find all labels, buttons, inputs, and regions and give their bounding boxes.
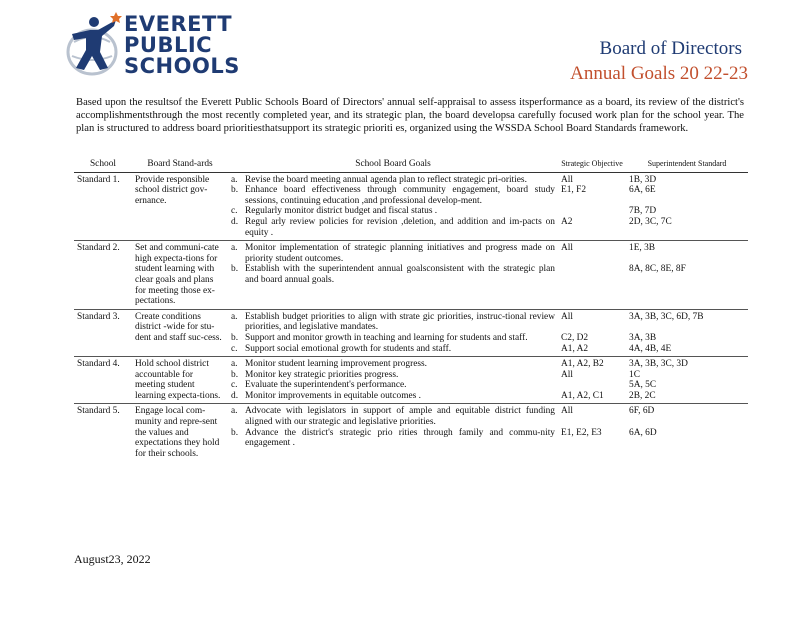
goal-item xyxy=(231,428,555,449)
standard-number: Standard 5. xyxy=(74,404,132,461)
superintendent-cell xyxy=(626,357,748,404)
standard-description: Create conditions district -wide for stu-dent and staff suc-cess. xyxy=(132,309,228,356)
intro-paragraph: Based upon the resultsof the Everett Public Schools Board of Directors' annual self-appraisal to assess itsperformance as a board, its review of the district's accomplishmentsthrough the most recently completed year, and its strategic plan, the board developsa carefully focused work plan for the school year. The plan is structured to address board prioritiesthatsupport its strategic prioriti es, organized using the WSSDA School Board Standards framework. xyxy=(76,97,744,134)
goal-item xyxy=(231,370,555,381)
strategic-objective-value: A1, A2 xyxy=(561,343,589,354)
objective-cell xyxy=(558,172,626,241)
goal-letter: a. xyxy=(231,174,238,185)
goal-text: Support and monitor growth in teaching and learning for students and staff. xyxy=(245,332,528,343)
goal-text: Monitor student learning improvement progress. xyxy=(245,359,427,370)
goal-letter: b. xyxy=(231,332,239,343)
superintendent-standard-value: 3A, 3B, 3C, 6D, 7B xyxy=(629,311,704,322)
goal-letter: c. xyxy=(231,343,238,354)
strategic-objective-value: A1, A2, C1 xyxy=(561,390,604,401)
logo-line-3: SCHOOLS xyxy=(124,54,240,78)
standard-description: Provide responsible school district gov-ernance. xyxy=(135,174,210,206)
standard-number: Standard 3. xyxy=(74,309,132,356)
superintendent-standard-value: 2D, 3C, 7C xyxy=(629,216,672,227)
logo-line-2: PUBLIC xyxy=(124,33,213,57)
strategic-objective-value: All xyxy=(561,243,573,254)
goal-item xyxy=(231,206,555,217)
goal-item xyxy=(231,264,555,285)
table-row xyxy=(74,309,748,356)
strategic-objective-value: A2 xyxy=(561,216,573,227)
goal-text: Monitor key strategic priorities progress. xyxy=(245,369,399,380)
standard-number: Standard 2. xyxy=(74,241,132,310)
superintendent-standard-value: 2B, 2C xyxy=(629,390,656,401)
strategic-objective-value: All xyxy=(561,174,573,185)
header-school: School xyxy=(74,157,132,172)
goal-letter: d. xyxy=(231,390,239,401)
goal-letter: b. xyxy=(231,427,239,438)
goal-item xyxy=(231,406,555,427)
strategic-objective-value: All xyxy=(561,311,573,322)
document-date: August23, 2022 xyxy=(74,552,151,566)
superintendent-cell xyxy=(626,309,748,356)
goal-letter: a. xyxy=(231,406,238,417)
standard-description: Engage local com-munity and repre-sent the values and expectations they hold for their schools. xyxy=(132,404,228,461)
goal-item xyxy=(231,312,555,333)
superintendent-standard-value: 1E, 3B xyxy=(629,243,656,254)
superintendent-standard-value: 7B, 7D xyxy=(629,206,657,217)
strategic-objective-value: C2, D2 xyxy=(561,332,589,343)
table-row xyxy=(74,241,748,310)
superintendent-standard-value: 1B, 3D xyxy=(629,174,657,185)
goal-text: Establish budget priorities to align with strate gic priorities, instruc-tional review priorities, and legislative mandates. xyxy=(245,311,555,333)
objective-cell xyxy=(558,404,626,461)
strategic-objective-value xyxy=(561,380,623,391)
header-strategic-objective: Strategic Objective xyxy=(558,157,626,172)
logo-text xyxy=(124,14,240,77)
goal-letter: a. xyxy=(231,359,238,370)
goal-letter: b. xyxy=(231,369,239,380)
standard-description: Hold school district accountable for meeting student learning expecta-tions. xyxy=(132,357,228,404)
header-superintendent-standard: Superintendent Standard xyxy=(626,157,748,172)
strategic-objective-value xyxy=(561,264,623,285)
header-school-board-goals: School Board Goals xyxy=(228,157,558,172)
header-board-standards: Board Stand-ards xyxy=(132,157,228,172)
goal-item xyxy=(231,217,555,238)
goal-text: Evaluate the superintendent's performance. xyxy=(245,380,407,391)
goal-text: Revise the board meeting annual agenda plan to reflect strategic pri-orities. xyxy=(245,174,527,185)
superintendent-standard-value: 1C xyxy=(629,369,640,380)
superintendent-standard-value: 6A, 6E xyxy=(629,185,656,196)
goal-text: Enhance board effectiveness through community engagement, board study sessions, continuing education ,and professional develop-ment. xyxy=(245,185,555,206)
goals-table xyxy=(74,157,748,461)
objective-cell xyxy=(558,241,626,310)
superintendent-cell xyxy=(626,241,748,310)
goal-letter: d. xyxy=(231,216,239,227)
table-row xyxy=(74,404,748,461)
superintendent-standard-value: 3A, 3B xyxy=(629,332,657,343)
logo-line-1: EVERETT xyxy=(124,12,233,36)
goal-item xyxy=(231,333,555,344)
goal-letter: b. xyxy=(231,264,239,275)
objective-cell xyxy=(558,357,626,404)
superintendent-cell xyxy=(626,172,748,241)
goal-letter: c. xyxy=(231,380,238,391)
superintendent-standard-value: 6A, 6D xyxy=(629,427,657,438)
goals-cell xyxy=(228,172,558,241)
goal-letter: a. xyxy=(231,311,238,322)
goal-item xyxy=(231,380,555,391)
goal-letter: b. xyxy=(231,185,239,196)
strategic-objective-value: All xyxy=(561,406,573,417)
goal-item xyxy=(231,391,555,402)
goal-text: Regul arly review policies for revision ,deletion, and addition and im-pacts on equity . xyxy=(245,216,555,238)
standard-number: Standard 4. xyxy=(74,357,132,404)
annual-goals-title: Annual Goals 20 22-23 xyxy=(570,63,748,84)
superintendent-standard-value: 8A, 8C, 8E, 8F xyxy=(629,264,686,275)
goal-text: Advance the district's strategic prio rities through family and commu-nity engagement . xyxy=(245,427,555,449)
strategic-objective-value: E1, F2 xyxy=(561,185,587,196)
superintendent-standard-value: 4A, 4B, 4E xyxy=(629,343,672,354)
goal-text: Support social emotional growth for students and staff. xyxy=(245,343,452,354)
superintendent-cell xyxy=(626,404,748,461)
table-header-row xyxy=(74,157,748,172)
objective-cell xyxy=(558,309,626,356)
strategic-objective-value: E1, E2, E3 xyxy=(561,427,602,438)
goals-cell xyxy=(228,241,558,310)
goals-cell xyxy=(228,309,558,356)
standard-number: Standard 1. xyxy=(77,174,120,185)
goal-letter: c. xyxy=(231,206,238,217)
strategic-objective-value xyxy=(561,206,623,217)
superintendent-standard-value: 5A, 5C xyxy=(629,380,657,391)
goal-text: Regularly monitor district budget and fiscal status . xyxy=(245,206,438,217)
table-row xyxy=(74,172,748,241)
goals-cell xyxy=(228,404,558,461)
district-logo xyxy=(64,12,240,82)
superintendent-standard-value: 3A, 3B, 3C, 3D xyxy=(629,359,688,370)
strategic-objective-value: A1, A2, B2 xyxy=(561,359,604,370)
table-row xyxy=(74,357,748,404)
table-body xyxy=(74,172,748,461)
goal-text: Establish with the superintendent annual goalsconsistent with the strategic plan and board annual goals. xyxy=(245,264,555,285)
goal-item xyxy=(231,344,555,355)
superintendent-standard-value: 6F, 6D xyxy=(629,406,655,417)
goal-text: Monitor implementation of strategic planning initiatives and progress made on priority student outcomes. xyxy=(245,243,555,264)
goals-cell xyxy=(228,357,558,404)
board-title: Board of Directors xyxy=(599,38,742,59)
goal-item xyxy=(231,243,555,264)
goal-item xyxy=(231,359,555,370)
goal-text: Advocate with legislators in support of ample and equitable district funding aligned with our strategic and legislative priorities. xyxy=(245,406,555,428)
goal-item xyxy=(231,175,555,186)
standard-description: Set and communi-cate high expecta-tions for student learning with clear goals and plans for meeting those ex-pectations. xyxy=(132,241,228,310)
goal-letter: a. xyxy=(231,243,238,254)
strategic-objective-value: All xyxy=(561,369,573,380)
goal-text: Monitor improvements in equitable outcomes . xyxy=(245,390,422,401)
logo-figure-icon xyxy=(64,12,126,78)
goal-item xyxy=(231,185,555,206)
